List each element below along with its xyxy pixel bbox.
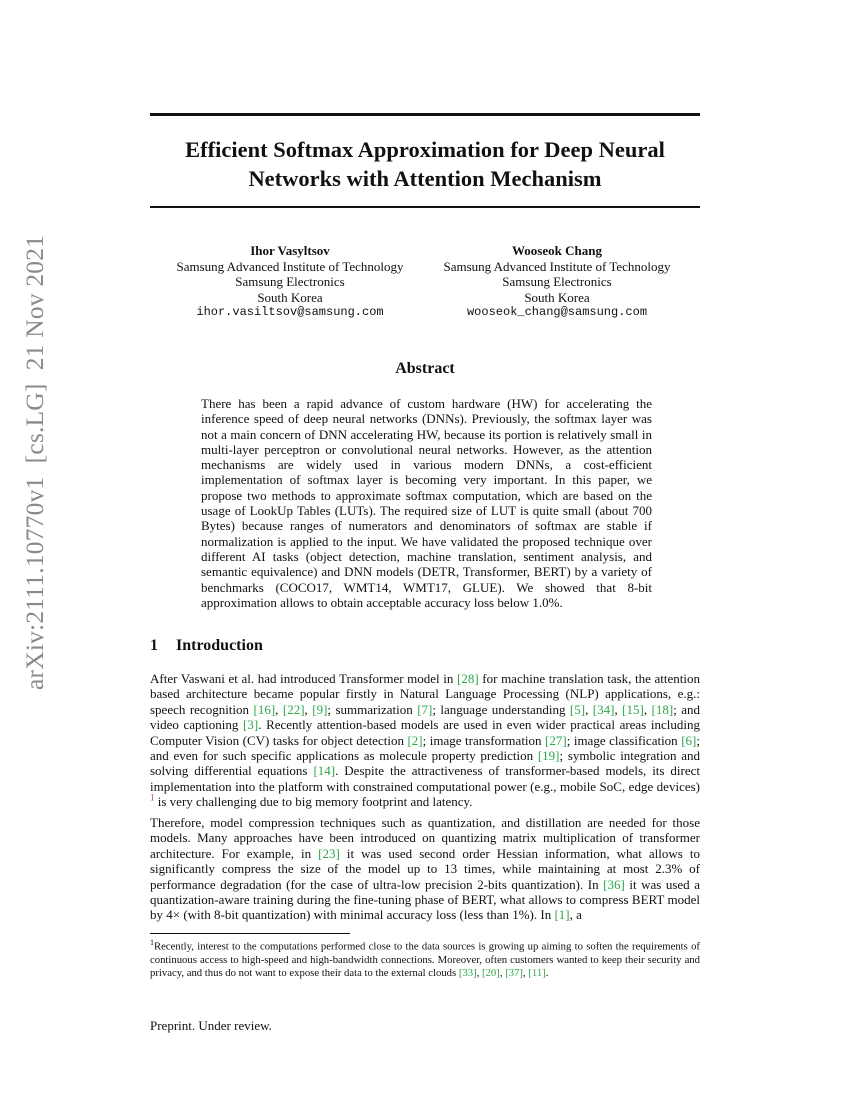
text-run: , a [569,907,582,923]
citation-link[interactable]: [16] [253,701,276,717]
citation-link[interactable]: [6] [681,732,697,748]
section-title: Introduction [176,637,263,654]
arxiv-identifier: arXiv:2111.10770v1 [cs.LG] 21 Nov 2021 [20,234,49,690]
author-block-1 [160,243,420,321]
citation-link[interactable]: [5] [569,701,586,717]
text-run: ; image transformation [422,732,546,748]
abstract-body: There has been a rapid advance of custom hardware (HW) for accelerating the inference speed of deep neural networks (DNNs). Previously, the softmax layer was not a main concern of DNN accelerating HW, because its portion is relatively small in multi-layer perceptron or convolutional neural networks. However, as the attention mechanisms are widely used in various modern DNNs, a cost-efficient implementation of softmax layer is becoming very important. In this paper, we propose two methods to approximate softmax computation, which are based on the usage of LookUp Tables (LUTs). The required size of LUT is quite small (about 700 Bytes) because ranges of numerators and denominators of softmax are stable if normalization is applied to the input. We have validated the proposed technique over different AI tasks (object detection, machine translation, sentiment analysis, and semantic equivalence) and DNN models (DETR, Transformer, BERT) by a variety of benchmarks (COCO17, WMT14, WMT17, GLUE). We showed that 8-bit approximation allows to obtain acceptable accuracy loss below 1.0%. [201,396,652,610]
text-run: for machine translation task, the attention based architecture became popular firstly in Natural Language Processing (NLP) applications, e.g.: speech recognition [150,671,700,717]
intro-paragraph-2 [150,815,700,923]
author-block-2 [427,243,687,321]
text-run: ; and video captioning [150,701,701,733]
citation-link[interactable]: [19] [537,748,560,764]
text-run: , [585,701,593,717]
section-number: 1 [150,637,158,654]
text-run: , [614,701,623,717]
citation-link[interactable]: [37] [505,967,523,980]
footnote-ref-link[interactable]: 1 [150,792,155,803]
text-run: ; symbolic integration and solving differential equations [150,748,700,779]
citation-link[interactable]: [18] [651,701,674,717]
citation-link[interactable]: [2] [407,732,423,748]
citation-link[interactable]: [14] [313,763,336,779]
citation-link[interactable]: [34] [592,701,615,717]
author-country: South Korea [524,289,590,305]
author-name: Wooseok Chang [512,243,602,258]
footnote-marker: 1 [150,938,154,947]
paper-title [150,135,700,193]
citation-link[interactable]: [22] [282,701,305,717]
text-run: ; language understanding [432,701,570,717]
text-run: ; image classification [566,732,682,748]
text-run: it was used second order Hessian information, what allows to significantly compress the size of the model up to 13 times, while maintaining at most 2.3% of performance degradation (for the case of ultra-low precision 2-bits quantization). In [150,845,700,892]
author-email: wooseok_chang@samsung.com [466,305,648,319]
citation-link[interactable]: [33] [458,967,477,980]
citation-link[interactable]: [7] [417,701,433,717]
title-top-rule [150,113,700,116]
text-run: , [523,967,529,980]
text-run: . Recently attention-based models are used in even wider practical areas including Computer Vision (CV) tasks for object detection [150,717,700,748]
preprint-notice: Preprint. Under review. [150,1018,272,1033]
intro-paragraph-1 [150,671,700,810]
footnote-rule [150,933,350,934]
footnote [150,936,700,980]
citation-link[interactable]: [15] [622,701,644,717]
text-run: Recently, interest to the computations performed close to the data sources is growing up aiming to soften the requirements of continuous access to high-speed and high-bandwidth connections. Moreover, often customers wanted to keep their security and privacy, and thus do not want to expose their data to the external clouds [150,940,700,980]
title-bottom-rule [150,206,700,208]
title-line-1: Efficient Softmax Approximation for Deep Neural [185,137,665,162]
text-run: is very challenging due to big memory footprint and latency. [154,794,473,810]
text-run: . [545,967,549,980]
citation-link[interactable]: [11] [528,967,546,980]
author-email: ihor.vasiltsov@samsung.com [196,305,384,319]
text-run: , [275,701,283,717]
text-run: ; and even for such specific applications as molecule property prediction [150,732,700,764]
citation-link[interactable]: [3] [243,717,259,733]
citation-link[interactable]: [23] [318,845,340,861]
text-run: Therefore, model compression techniques such as quantization, and distillation are needed for those models. Many approaches have been introduced on quantizing matrix multiplication of transformer architecture. For example, in [150,815,700,861]
text-run: . Despite the attractiveness of transformer-based models, its direct implementation into the platform with constrained computational power (e.g., mobile SoC, edge devices) [150,763,700,794]
author-company: Samsung Electronics [235,274,345,289]
text-run: it was used a quantization-aware training during the fine-tuning phase of BERT, what allows to compress BERT model by 4× (with 8-bit quantization) with minimal accuracy loss (less than 1%). In [150,876,700,923]
text-run: , [643,701,652,717]
citation-link[interactable]: [1] [554,907,570,923]
title-line-2: Networks with Attention Mechanism [248,166,602,191]
author-affiliation: Samsung Advanced Institute of Technology [176,258,404,274]
author-affiliation: Samsung Advanced Institute of Technology [443,258,671,274]
citation-link[interactable]: [28] [457,671,479,686]
text-run: After Vaswani et al. had introduced Transformer model in [150,671,458,686]
author-company: Samsung Electronics [502,274,612,289]
text-run: ; summarization [327,701,418,717]
author-name: Ihor Vasyltsov [250,243,330,258]
citation-link[interactable]: [36] [603,876,625,892]
citation-link[interactable]: [9] [312,701,328,717]
citation-link[interactable]: [27] [545,732,567,748]
abstract-heading: Abstract [395,360,455,377]
citation-link[interactable]: [20] [482,967,500,980]
arxiv-sidebar [20,234,54,690]
section-heading-introduction [150,637,263,655]
text-run: , [499,967,506,980]
text-run: , [304,701,313,717]
text-run: , [476,967,483,980]
footnote-text [150,941,700,980]
author-country: South Korea [257,289,323,305]
